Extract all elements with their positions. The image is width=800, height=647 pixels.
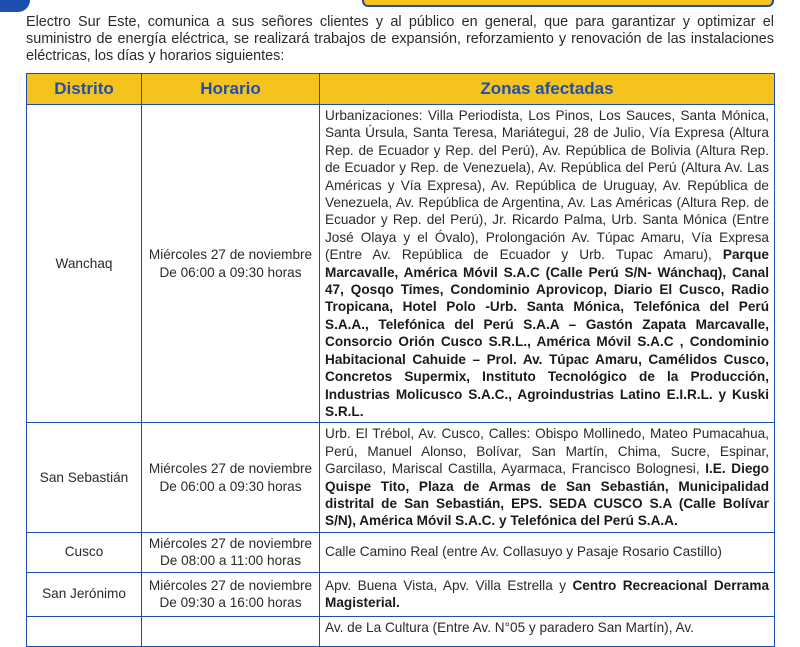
zones-regular-text: Urbanizaciones: Villa Periodista, Los Pinos, Los Sauces, Santa Mónica, Santa Úrsula, Santa Teresa, Mariátegui, 28 de Julio, Vía Expresa (Altura Rep. de Ecuador y Rep. del Perú), Av. República de Bolivia (Altura Rep. de Ecuador y Rep. de Venezuela), Av. República del Perú (Altura Av. Las Américas y Vía Expresa), Av. República de Uruguay, Av. República de Venezuela, Av. República de Argentina, Av. Las Américas (Altura Rep. de Ecuador y Rep. del Perú), Jr. Ricardo Palma, Urb. Santa Mónica (Entre José Olaya y el Óvalo), Prolongación Av. Túpac Amaru, Vía Expresa (Entre Av. República de Ecuador y Urb. Tupac Amaru), bbox=[325, 108, 769, 263]
header-district: Distrito bbox=[27, 74, 142, 105]
zones-cell bbox=[320, 616, 775, 646]
zones-bold-text: I.E. Diego Quispe Tito, Plaza de Armas de San Sebastián, Municipalidad distrital de San Sebastián, EPS. SEDA CUSCO S.A (Calle Bolívar S/N), América Móvil S.A.C. y Telefónica del Perú S.A.A. bbox=[325, 461, 770, 529]
schedule-date: Miércoles 27 de noviembre bbox=[148, 461, 313, 477]
table-row bbox=[27, 616, 775, 646]
zones-regular-text: Apv. Buena Vista, Apv. Villa Estrella y bbox=[325, 577, 567, 593]
table-row bbox=[27, 423, 775, 532]
zones-regular-text: Urb. El Trébol, Av. Cusco, Calles: Obispo Mollinedo, Mateo Pumacahua, Perú, Manuel Alonso, Bolívar, San Martín, Chima, Sucre, Espinar, Garcilaso, Mariscal Castilla, Ayarmaca, Francisco Bolognesi, bbox=[325, 426, 769, 477]
header-zones: Zonas afectadas bbox=[320, 74, 775, 105]
zones-cell bbox=[320, 532, 775, 572]
schedule-cell bbox=[142, 572, 320, 616]
schedule-cell bbox=[142, 105, 320, 423]
zones-regular-text: Calle Camino Real (entre Av. Collasuyo y Pasaje Rosario Castillo) bbox=[325, 544, 722, 560]
schedule-time: De 06:00 a 09:30 horas bbox=[159, 264, 302, 280]
outage-schedule-table bbox=[26, 73, 775, 647]
zones-regular-text: Av. de La Cultura (Entre Av. N°05 y paradero San Martín), Av. bbox=[325, 619, 694, 635]
header-schedule: Horario bbox=[142, 74, 320, 105]
district-cell: San Jerónimo bbox=[27, 572, 142, 616]
schedule-time: De 09:30 a 16:00 horas bbox=[159, 595, 302, 611]
district-cell: Cusco bbox=[27, 532, 142, 572]
banner-yellow-tab bbox=[362, 0, 774, 7]
schedule-time: De 08:00 a 11:00 horas bbox=[159, 553, 302, 569]
table-row bbox=[27, 532, 775, 572]
zones-cell bbox=[320, 423, 775, 532]
table-header-row bbox=[27, 74, 775, 105]
zones-bold-text: Parque Marcavalle, América Móvil S.A.C (Calle Perú S/N- Wánchaq), Canal 47, Qosqo Times, Condominio Aprovicop, Diario El Cusco, Radio Tropicana, Hotel Polo -Urb. Santa Mónica, Telefónica del Perú S.A.A., Telefónica del Perú S.A.A – Gastón Zapata Marcavalle, Consorcio Orión Cusco S.R.L., América Móvil S.A.C , Condominio Habitacional Cahuide – Prol. Av. Túpac Amaru, Camélidos Cusco, Concretos Supermix, Instituto Tecnológico de la Producción, Industrias Molicusco S.A.C., Agroindustrias Latino E.I.R.L. y Kuski S.R.L. bbox=[325, 247, 769, 419]
schedule-date: Miércoles 27 de noviembre bbox=[148, 577, 313, 593]
intro-paragraph: Electro Sur Este, comunica a sus señores clientes y al público en general, que para garantizar y optimizar el suministro de energía eléctrica, se realizará trabajos de expansión, reforzamiento y renovación de las instalaciones eléctricas, los días y horarios siguientes: bbox=[26, 14, 774, 64]
district-cell bbox=[27, 616, 142, 646]
district-cell: San Sebastián bbox=[27, 423, 142, 532]
zones-bold-text: Centro Recreacional Derrama Magisterial. bbox=[325, 577, 769, 611]
schedule-date: Miércoles 27 de noviembre bbox=[148, 247, 313, 263]
zones-cell bbox=[320, 105, 775, 423]
schedule-time: De 06:00 a 09:30 horas bbox=[159, 478, 302, 494]
schedule-cell bbox=[142, 532, 320, 572]
district-cell: Wanchaq bbox=[27, 105, 142, 423]
table-row bbox=[27, 572, 775, 616]
table-row bbox=[27, 105, 775, 423]
schedule-cell bbox=[142, 616, 320, 646]
schedule-date: Miércoles 27 de noviembre bbox=[148, 535, 313, 551]
zones-cell bbox=[320, 572, 775, 616]
schedule-cell bbox=[142, 423, 320, 532]
